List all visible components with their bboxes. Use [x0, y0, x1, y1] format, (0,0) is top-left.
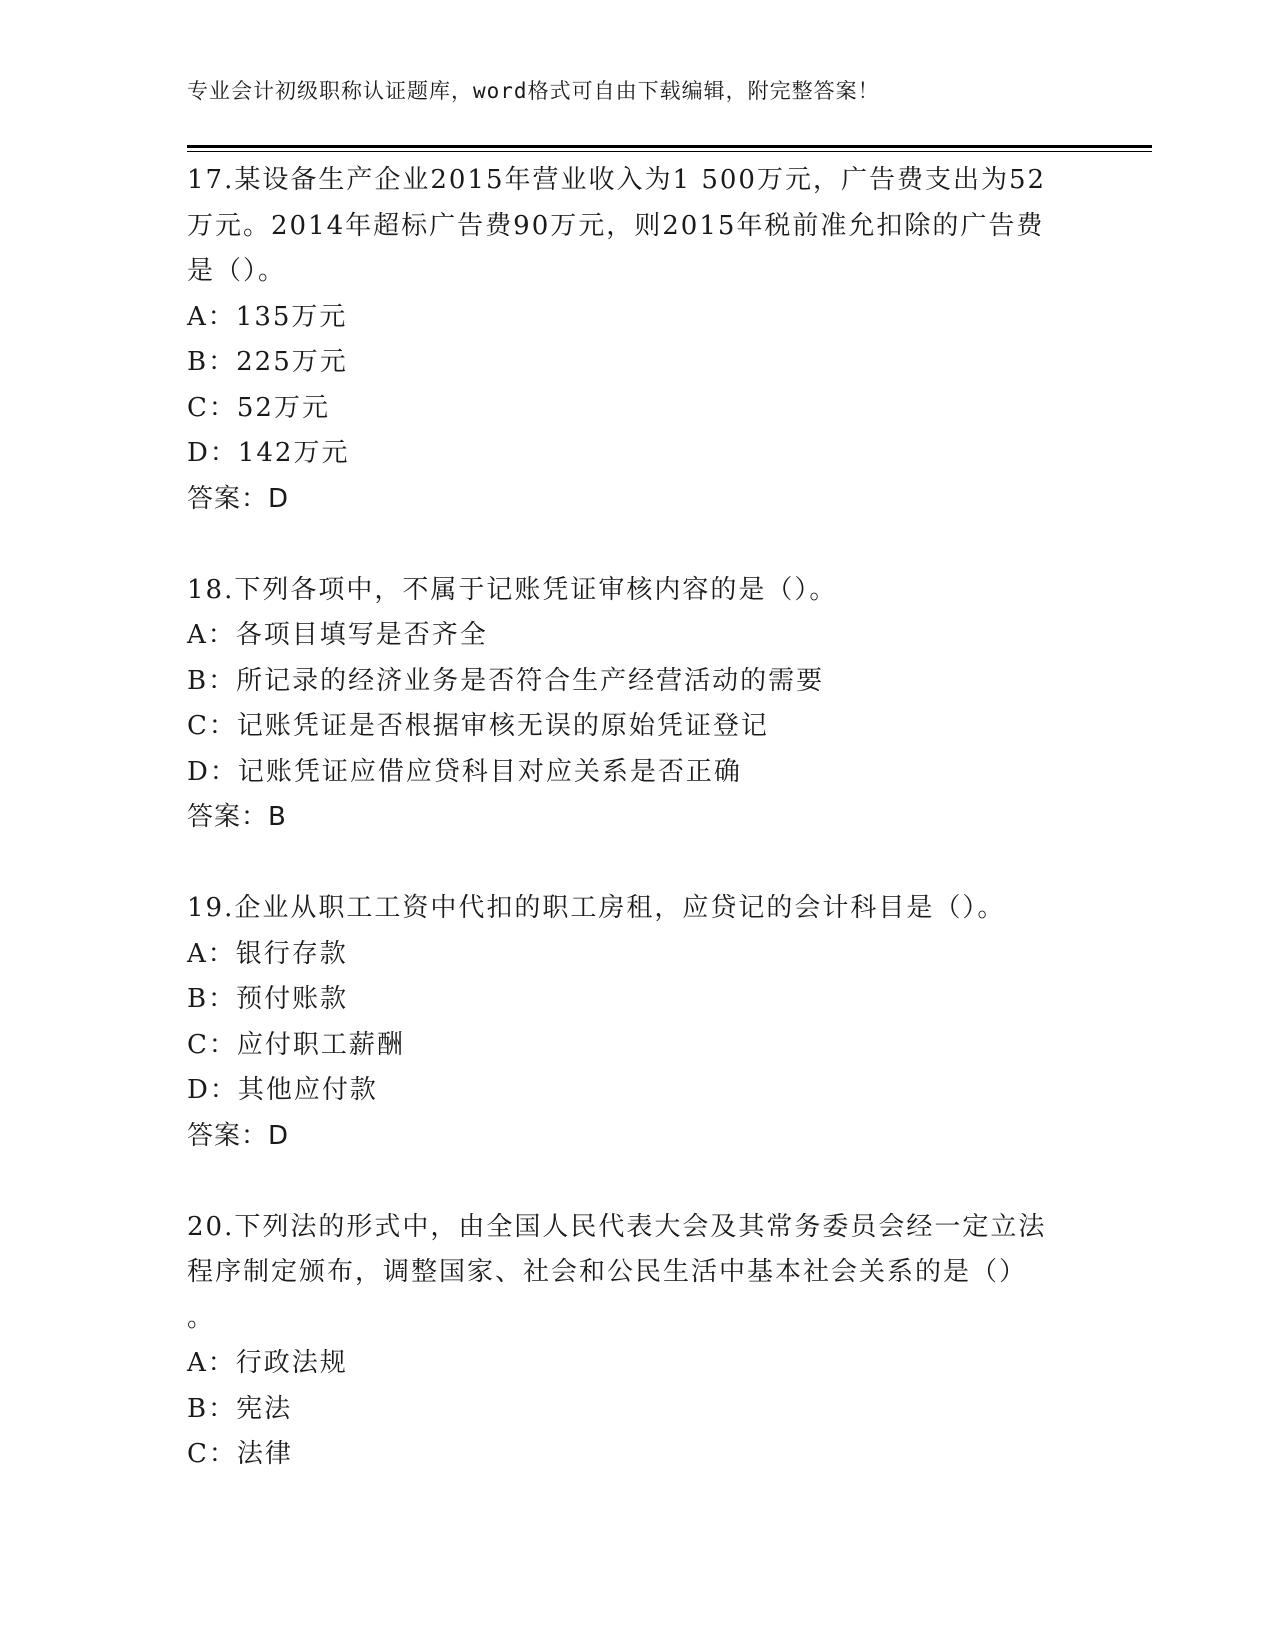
question-20 [187, 1205, 1087, 1478]
option-b: B：所记录的经济业务是否符合生产经营活动的需要 [187, 665, 825, 696]
answer: 答案：D [187, 483, 290, 514]
question-text-line: 是（）。 [187, 256, 287, 286]
question-list [187, 158, 1087, 1478]
option-b: B：宪法 [187, 1393, 293, 1424]
option-b: B：225万元 [187, 347, 348, 377]
option-a: A：银行存款 [187, 938, 348, 969]
question-text-line: 17.某设备生产企业2015年营业收入为1 500万元，广告费支出为52 [187, 165, 1047, 195]
page-header: 专业会计初级职称认证题库，word格式可自由下载编辑，附完整答案！ [187, 79, 880, 103]
option-c: C：应付职工薪酬 [187, 1029, 405, 1060]
option-a: A：135万元 [187, 301, 348, 332]
option-a: A：行政法规 [187, 1348, 348, 1378]
option-c: C：52万元 [187, 392, 330, 423]
question-text-line: 程序制定颁布，调整国家、社会和公民生活中基本社会关系的是（） [187, 1257, 1028, 1287]
question-18 [187, 568, 1087, 841]
option-d: D：其他应付款 [187, 1075, 378, 1105]
option-a: A：各项目填写是否齐全 [187, 620, 488, 650]
question-text-line: 万元。2014年超标广告费90万元，则2015年税前准允扣除的广告费 [187, 210, 1045, 241]
option-c: C：记账凭证是否根据审核无误的原始凭证登记 [187, 711, 769, 741]
answer: 答案：B [187, 802, 287, 832]
question-text-line: 19.企业从职工工资中代扣的职工房租，应贷记的会计科目是（）。 [187, 893, 1006, 923]
option-c: C：法律 [187, 1439, 293, 1469]
question-17 [187, 158, 1087, 522]
header-rule-thin [187, 151, 1152, 152]
question-text-line: 。 [187, 1302, 216, 1333]
option-d: D：142万元 [187, 438, 350, 468]
question-text-line: 18.下列各项中，不属于记账凭证审核内容的是（）。 [187, 574, 838, 605]
answer: 答案：D [187, 1120, 290, 1151]
question-19 [187, 886, 1087, 1159]
option-b: B：预付账款 [187, 984, 349, 1014]
question-text-line: 20.下列法的形式中，由全国人民代表大会及其常务委员会经一定立法 [187, 1211, 1047, 1242]
header-rule-thick [187, 145, 1152, 148]
option-d: D：记账凭证应借应贷科目对应关系是否正确 [187, 756, 742, 787]
